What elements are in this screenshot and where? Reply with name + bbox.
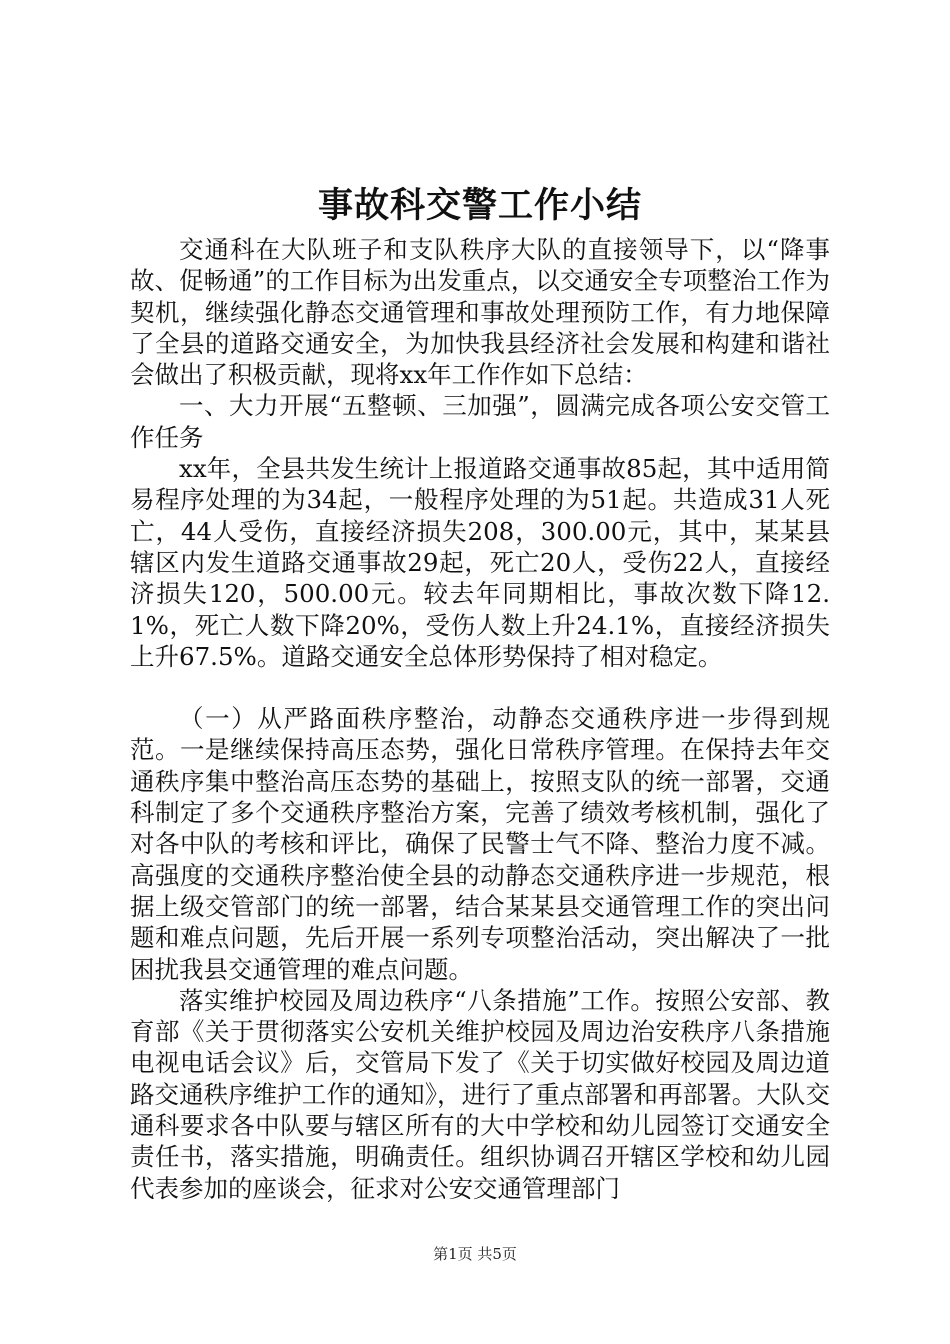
paragraph-order-rectification: （一）从严路面秩序整治，动静态交通秩序进一步得到规范。一是继续保持高压态势，强化日常秩序管理。在保持去年交通秩序集中整治高压态势的基础上，按照支队的统一部署，交通科制定了多个交通秩序整治方案，完善了绩效考核机制，强化了对各中队的考核和评比，确保了民警士气不降、整治力度不减。高强度的交通秩序整治使全县的动静态交通秩序进一步规范，根据上级交管部门的统一部署，结合某某县交通管理工作的突出问题和难点问题，先后开展一系列专项整治活动，突出解决了一批困扰我县交通管理的难点问题。 xyxy=(130,704,830,984)
paragraph-gap xyxy=(130,672,830,703)
page-footer: 第1页 共5页 xyxy=(433,1245,517,1263)
document-page xyxy=(130,182,830,1204)
paragraph-section-heading: 一、大力开展“五整顿、三加强”，圆满完成各项公安交管工作任务 xyxy=(130,391,830,452)
paragraph-statistics: xx年，全县共发生统计上报道路交通事故85起，其中适用简易程序处理的为34起，一般程序处理的为51起。共造成31人死亡，44人受伤，直接经济损失208，300.00元，其中，某某县辖区内发生道路交通事故29起，死亡20人，受伤22人，直接经济损失120，500.00元。较去年同期相比，事故次数下降12.1%，死亡人数下降20%，受伤人数上升24.1%，直接经济损失上升67.5%。道路交通安全总体形势保持了相对稳定。 xyxy=(130,454,830,671)
paragraph-campus-measures: 落实维护校园及周边秩序“八条措施”工作。按照公安部、教育部《关于贯彻落实公安机关维护校园及周边治安秩序八条措施电视电话会议》后，交管局下发了《关于切实做好校园及周边道路交通秩序维护工作的通知》，进行了重点部署和再部署。大队交通科要求各中队要与辖区所有的大中学校和幼儿园签订交通安全责任书，落实措施，明确责任。组织协调召开辖区学校和幼儿园代表参加的座谈会，征求对公安交通管理部门 xyxy=(130,985,830,1203)
paragraph-intro: 交通科在大队班子和支队秩序大队的直接领导下，以“降事故、促畅通”的工作目标为出发重点，以交通安全专项整治工作为契机，继续强化静态交通管理和事故处理预防工作，有力地保障了全县的道路交通安全，为加快我县经济社会发展和构建和谐社会做出了积极贡献，现将xx年工作作如下总结： xyxy=(130,235,830,390)
document-title: 事故科交警工作小结 xyxy=(317,185,642,226)
